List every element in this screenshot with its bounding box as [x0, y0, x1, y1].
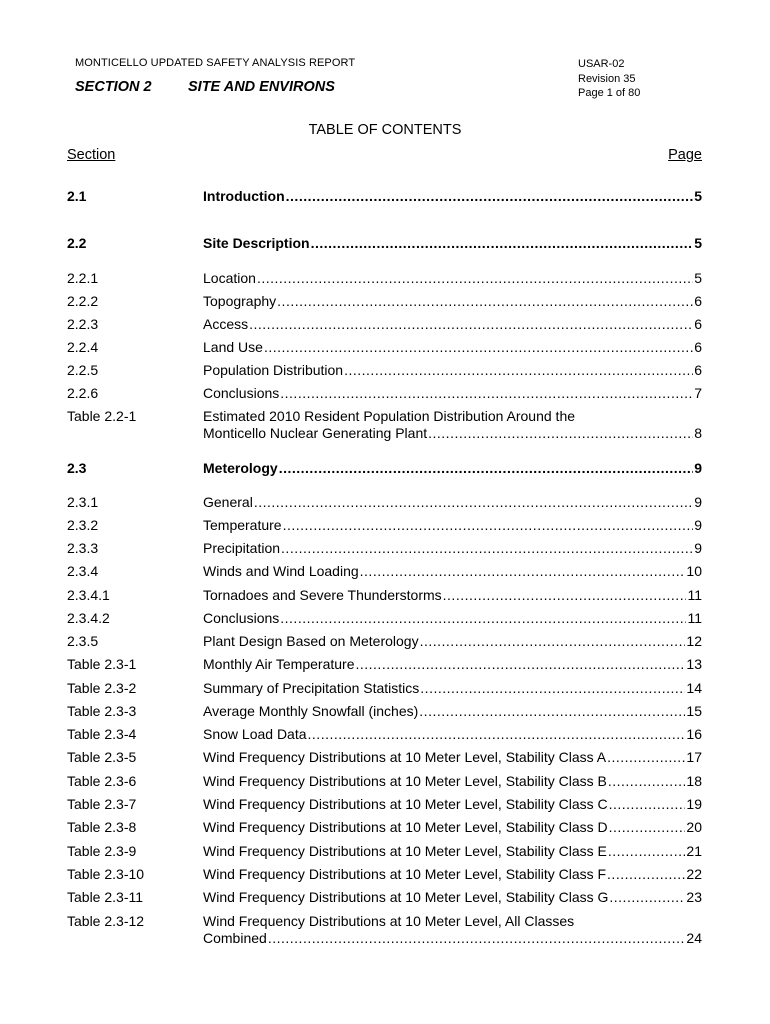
toc-entry-title: Conclusions — [203, 385, 280, 401]
toc-entry-title: Average Monthly Snowfall (inches) — [203, 703, 419, 719]
toc-entry-title: Wind Frequency Distributions at 10 Meter Level, Stability Class E — [203, 843, 607, 859]
toc-entry-title: Location — [203, 270, 256, 286]
dot-leader — [607, 749, 685, 766]
toc-entry-body — [203, 316, 702, 333]
toc-entry-leader — [203, 726, 702, 743]
toc-entry-title: Wind Frequency Distributions at 10 Meter Level, Stability Class D — [203, 819, 608, 835]
toc-entry-body — [203, 726, 702, 743]
toc-entry-body — [203, 866, 702, 883]
doc-id: USAR-02 — [578, 58, 625, 70]
toc-entry-leader — [203, 819, 702, 836]
dot-leader — [609, 796, 686, 813]
toc-entry-number: 2.2.4 — [67, 339, 99, 355]
section-number: SECTION 2 — [75, 79, 152, 95]
dot-leader — [249, 316, 693, 333]
toc-entry-body — [203, 680, 702, 697]
toc-entry-number: 2.3.4.2 — [67, 610, 110, 626]
toc-entry-body — [203, 235, 702, 252]
toc-entry-page: 23 — [686, 889, 702, 905]
toc-entry-number: 2.2.1 — [67, 270, 99, 286]
toc-entry-page: 12 — [686, 633, 702, 649]
toc-entry-leader — [203, 235, 702, 252]
toc-entry-leader — [203, 930, 702, 947]
dot-leader — [257, 270, 693, 287]
toc-entry-leader — [203, 293, 702, 310]
toc-entry-body — [203, 494, 702, 511]
toc-entry-body — [203, 188, 702, 205]
section-title: SITE AND ENVIRONS — [188, 79, 335, 95]
toc-entry-title: Tornadoes and Severe Thunderstorms — [203, 587, 442, 603]
toc-entry-page: 9 — [694, 494, 702, 510]
toc-entry-leader — [203, 517, 702, 534]
toc-entry-page: 6 — [694, 316, 702, 332]
dot-leader — [360, 563, 686, 580]
toc-entry-number: Table 2.3-2 — [67, 680, 137, 696]
toc-entry-leader — [203, 680, 702, 697]
toc-entry-title: Conclusions — [203, 610, 280, 626]
toc-entry-page: 16 — [686, 726, 702, 742]
toc-entry-body — [203, 587, 702, 604]
toc-entry-leader — [203, 610, 702, 627]
dot-leader — [419, 703, 685, 720]
toc-entry-title: Plant Design Based on Meterology — [203, 633, 419, 649]
toc-entry-body — [203, 408, 702, 442]
toc-entry-page: 8 — [694, 425, 702, 441]
dot-leader — [279, 460, 694, 477]
toc-entry-page: 11 — [687, 610, 702, 626]
toc-entry-title: Temperature — [203, 517, 282, 533]
toc-entry-leader — [203, 796, 702, 813]
toc-entry-title: Summary of Precipitation Statistics — [203, 680, 420, 696]
dot-leader — [286, 188, 694, 205]
toc-entry-leader — [203, 773, 702, 790]
toc-title: TABLE OF CONTENTS — [308, 122, 462, 138]
toc-entry-body — [203, 633, 702, 650]
toc-entry-title: Meterology — [203, 460, 278, 476]
dot-leader — [281, 540, 693, 557]
toc-entry-leader — [203, 587, 702, 604]
toc-entry-body — [203, 749, 702, 766]
toc-entry-number: Table 2.3-9 — [67, 843, 137, 859]
toc-entry-title: Winds and Wind Loading — [203, 563, 359, 579]
col-header-page: Page — [668, 147, 702, 163]
toc-entry-number: 2.3.4 — [67, 563, 99, 579]
dot-leader — [308, 726, 686, 743]
dot-leader — [280, 610, 686, 627]
toc-entry-number: Table 2.3-8 — [67, 819, 137, 835]
toc-entry-title: Combined — [203, 930, 267, 946]
dot-leader — [268, 930, 686, 947]
revision: Revision 35 — [578, 72, 636, 85]
toc-entry-page: 20 — [686, 819, 702, 835]
toc-entry-body — [203, 460, 702, 477]
toc-entry-leader — [203, 563, 702, 580]
toc-entry-title-line1: Estimated 2010 Resident Population Distribution Around the — [203, 408, 576, 424]
toc-entry-page: 9 — [694, 460, 702, 476]
toc-entry-page: 5 — [694, 188, 702, 204]
toc-entry-body — [203, 270, 702, 287]
toc-entry-title: Access — [203, 316, 249, 332]
dot-leader — [608, 843, 686, 860]
toc-entry-leader — [203, 889, 702, 906]
toc-entry-body — [203, 540, 702, 557]
page-number: Page 1 of 80 — [578, 87, 641, 99]
toc-entry-body — [203, 362, 702, 379]
dot-leader — [344, 362, 693, 379]
toc-entry-body — [203, 293, 702, 310]
dot-leader — [443, 587, 687, 604]
toc-entry-body — [203, 656, 702, 673]
toc-entry-body — [203, 339, 702, 356]
report-title: MONTICELLO UPDATED SAFETY ANALYSIS REPORT — [75, 57, 356, 69]
toc-entry-leader — [203, 843, 702, 860]
toc-entry-body — [203, 517, 702, 534]
toc-entry-title: Monthly Air Temperature — [203, 656, 355, 672]
toc-entry-leader — [203, 385, 702, 402]
toc-entry-page: 10 — [686, 563, 702, 579]
toc-entry-title: Introduction — [203, 188, 285, 204]
toc-entry-page: 9 — [694, 517, 702, 533]
toc-entry-page: 13 — [686, 656, 702, 672]
toc-entry-leader — [203, 270, 702, 287]
toc-entry-title-line1: Wind Frequency Distributions at 10 Meter Level, All Classes — [203, 913, 575, 929]
toc-entry-number: Table 2.3-7 — [67, 796, 137, 812]
dot-leader — [254, 494, 693, 511]
toc-entry-body — [203, 385, 702, 402]
dot-leader — [607, 866, 685, 883]
toc-entry-number: Table 2.3-12 — [67, 913, 145, 929]
toc-entry-body — [203, 913, 702, 947]
toc-entry-number: Table 2.3-3 — [67, 703, 137, 719]
toc-entry-number: 2.3 — [67, 460, 87, 476]
toc-entry-body — [203, 610, 702, 627]
toc-entry-number: Table 2.3-10 — [67, 866, 145, 882]
toc-entry-title: Wind Frequency Distributions at 10 Meter Level, Stability Class F — [203, 866, 607, 882]
toc-entry-leader — [203, 494, 702, 511]
toc-entry-leader — [203, 316, 702, 333]
toc-entry-number: Table 2.3-5 — [67, 749, 137, 765]
toc-entry-leader — [203, 866, 702, 883]
dot-leader — [420, 680, 685, 697]
toc-entry-title: Wind Frequency Distributions at 10 Meter Level, Stability Class G — [203, 889, 609, 905]
toc-entry-number: 2.3.3 — [67, 540, 99, 556]
toc-entry-page: 5 — [694, 270, 702, 286]
dot-leader — [283, 517, 694, 534]
dot-leader — [311, 235, 694, 252]
toc-entry-page: 19 — [686, 796, 702, 812]
toc-entry-number: 2.2 — [67, 235, 87, 251]
toc-entry-leader — [203, 540, 702, 557]
dot-leader — [609, 889, 685, 906]
toc-entry-page: 24 — [686, 930, 702, 946]
dot-leader — [355, 656, 685, 673]
toc-entry-title: Wind Frequency Distributions at 10 Meter Level, Stability Class C — [203, 796, 608, 812]
toc-entry-title: Site Description — [203, 235, 310, 251]
toc-entry-title: Land Use — [203, 339, 263, 355]
toc-entry-body — [203, 703, 702, 720]
dot-leader — [608, 773, 686, 790]
toc-entry-body — [203, 773, 702, 790]
toc-entry-page: 5 — [694, 235, 702, 251]
toc-entry-number: Table 2.3-6 — [67, 773, 137, 789]
toc-entry-leader — [203, 362, 702, 379]
toc-entry-page: 15 — [686, 703, 702, 719]
toc-entry-body — [203, 843, 702, 860]
toc-entry-page: 22 — [686, 866, 702, 882]
toc-entry-page: 6 — [694, 293, 702, 309]
doc-info — [578, 57, 640, 101]
toc-entry-leader — [203, 188, 702, 205]
toc-entry-leader — [203, 425, 702, 442]
toc-entry-number: 2.3.5 — [67, 633, 99, 649]
toc-entry-body — [203, 563, 702, 580]
toc-entry-leader — [203, 633, 702, 650]
toc-entry-page: 9 — [694, 540, 702, 556]
dot-leader — [277, 293, 693, 310]
toc-entry-page: 18 — [686, 773, 702, 789]
toc-entry-number: 2.3.4.1 — [67, 587, 110, 603]
toc-entry-title: Precipitation — [203, 540, 281, 556]
toc-entry-number: 2.2.2 — [67, 293, 99, 309]
toc-entry-number: 2.3.1 — [67, 494, 99, 510]
toc-entry-number: 2.2.5 — [67, 362, 99, 378]
dot-leader — [280, 385, 693, 402]
toc-entry-number: Table 2.3-1 — [67, 656, 137, 672]
toc-entry-page: 6 — [694, 362, 702, 378]
toc-entry-page: 7 — [694, 385, 702, 401]
toc-entry-body — [203, 796, 702, 813]
toc-entry-body — [203, 819, 702, 836]
toc-entry-title: Monticello Nuclear Generating Plant — [203, 425, 428, 441]
toc-entry-leader — [203, 339, 702, 356]
toc-entry-page: 11 — [687, 587, 702, 603]
toc-entry-number: 2.2.3 — [67, 316, 99, 332]
col-header-section: Section — [67, 147, 116, 163]
toc-entry-title: Wind Frequency Distributions at 10 Meter Level, Stability Class B — [203, 773, 607, 789]
toc-entry-number: Table 2.3-4 — [67, 726, 137, 742]
toc-entry-leader — [203, 656, 702, 673]
toc-entry-title: Snow Load Data — [203, 726, 307, 742]
toc-entry-page: 21 — [686, 843, 702, 859]
toc-entry-leader — [203, 460, 702, 477]
toc-entry-number: Table 2.3-11 — [67, 889, 144, 905]
toc-entry-number: Table 2.2-1 — [67, 408, 137, 424]
toc-entry-number: 2.2.6 — [67, 385, 99, 401]
toc-entry-leader — [203, 703, 702, 720]
toc-entry-page: 17 — [686, 749, 702, 765]
toc-entry-page: 14 — [686, 680, 702, 696]
dot-leader — [609, 819, 686, 836]
toc-entry-body — [203, 889, 702, 906]
toc-entry-leader — [203, 749, 702, 766]
toc-entry-title: Topography — [203, 293, 277, 309]
toc-entry-number: 2.1 — [67, 188, 87, 204]
dot-leader — [264, 339, 693, 356]
toc-entry-number: 2.3.2 — [67, 517, 99, 533]
dot-leader — [420, 633, 686, 650]
toc-entry-title: General — [203, 494, 253, 510]
toc-entry-page: 6 — [694, 339, 702, 355]
toc-entry-title: Wind Frequency Distributions at 10 Meter Level, Stability Class A — [203, 749, 607, 765]
toc-entry-title: Population Distribution — [203, 362, 344, 378]
dot-leader — [428, 425, 693, 442]
